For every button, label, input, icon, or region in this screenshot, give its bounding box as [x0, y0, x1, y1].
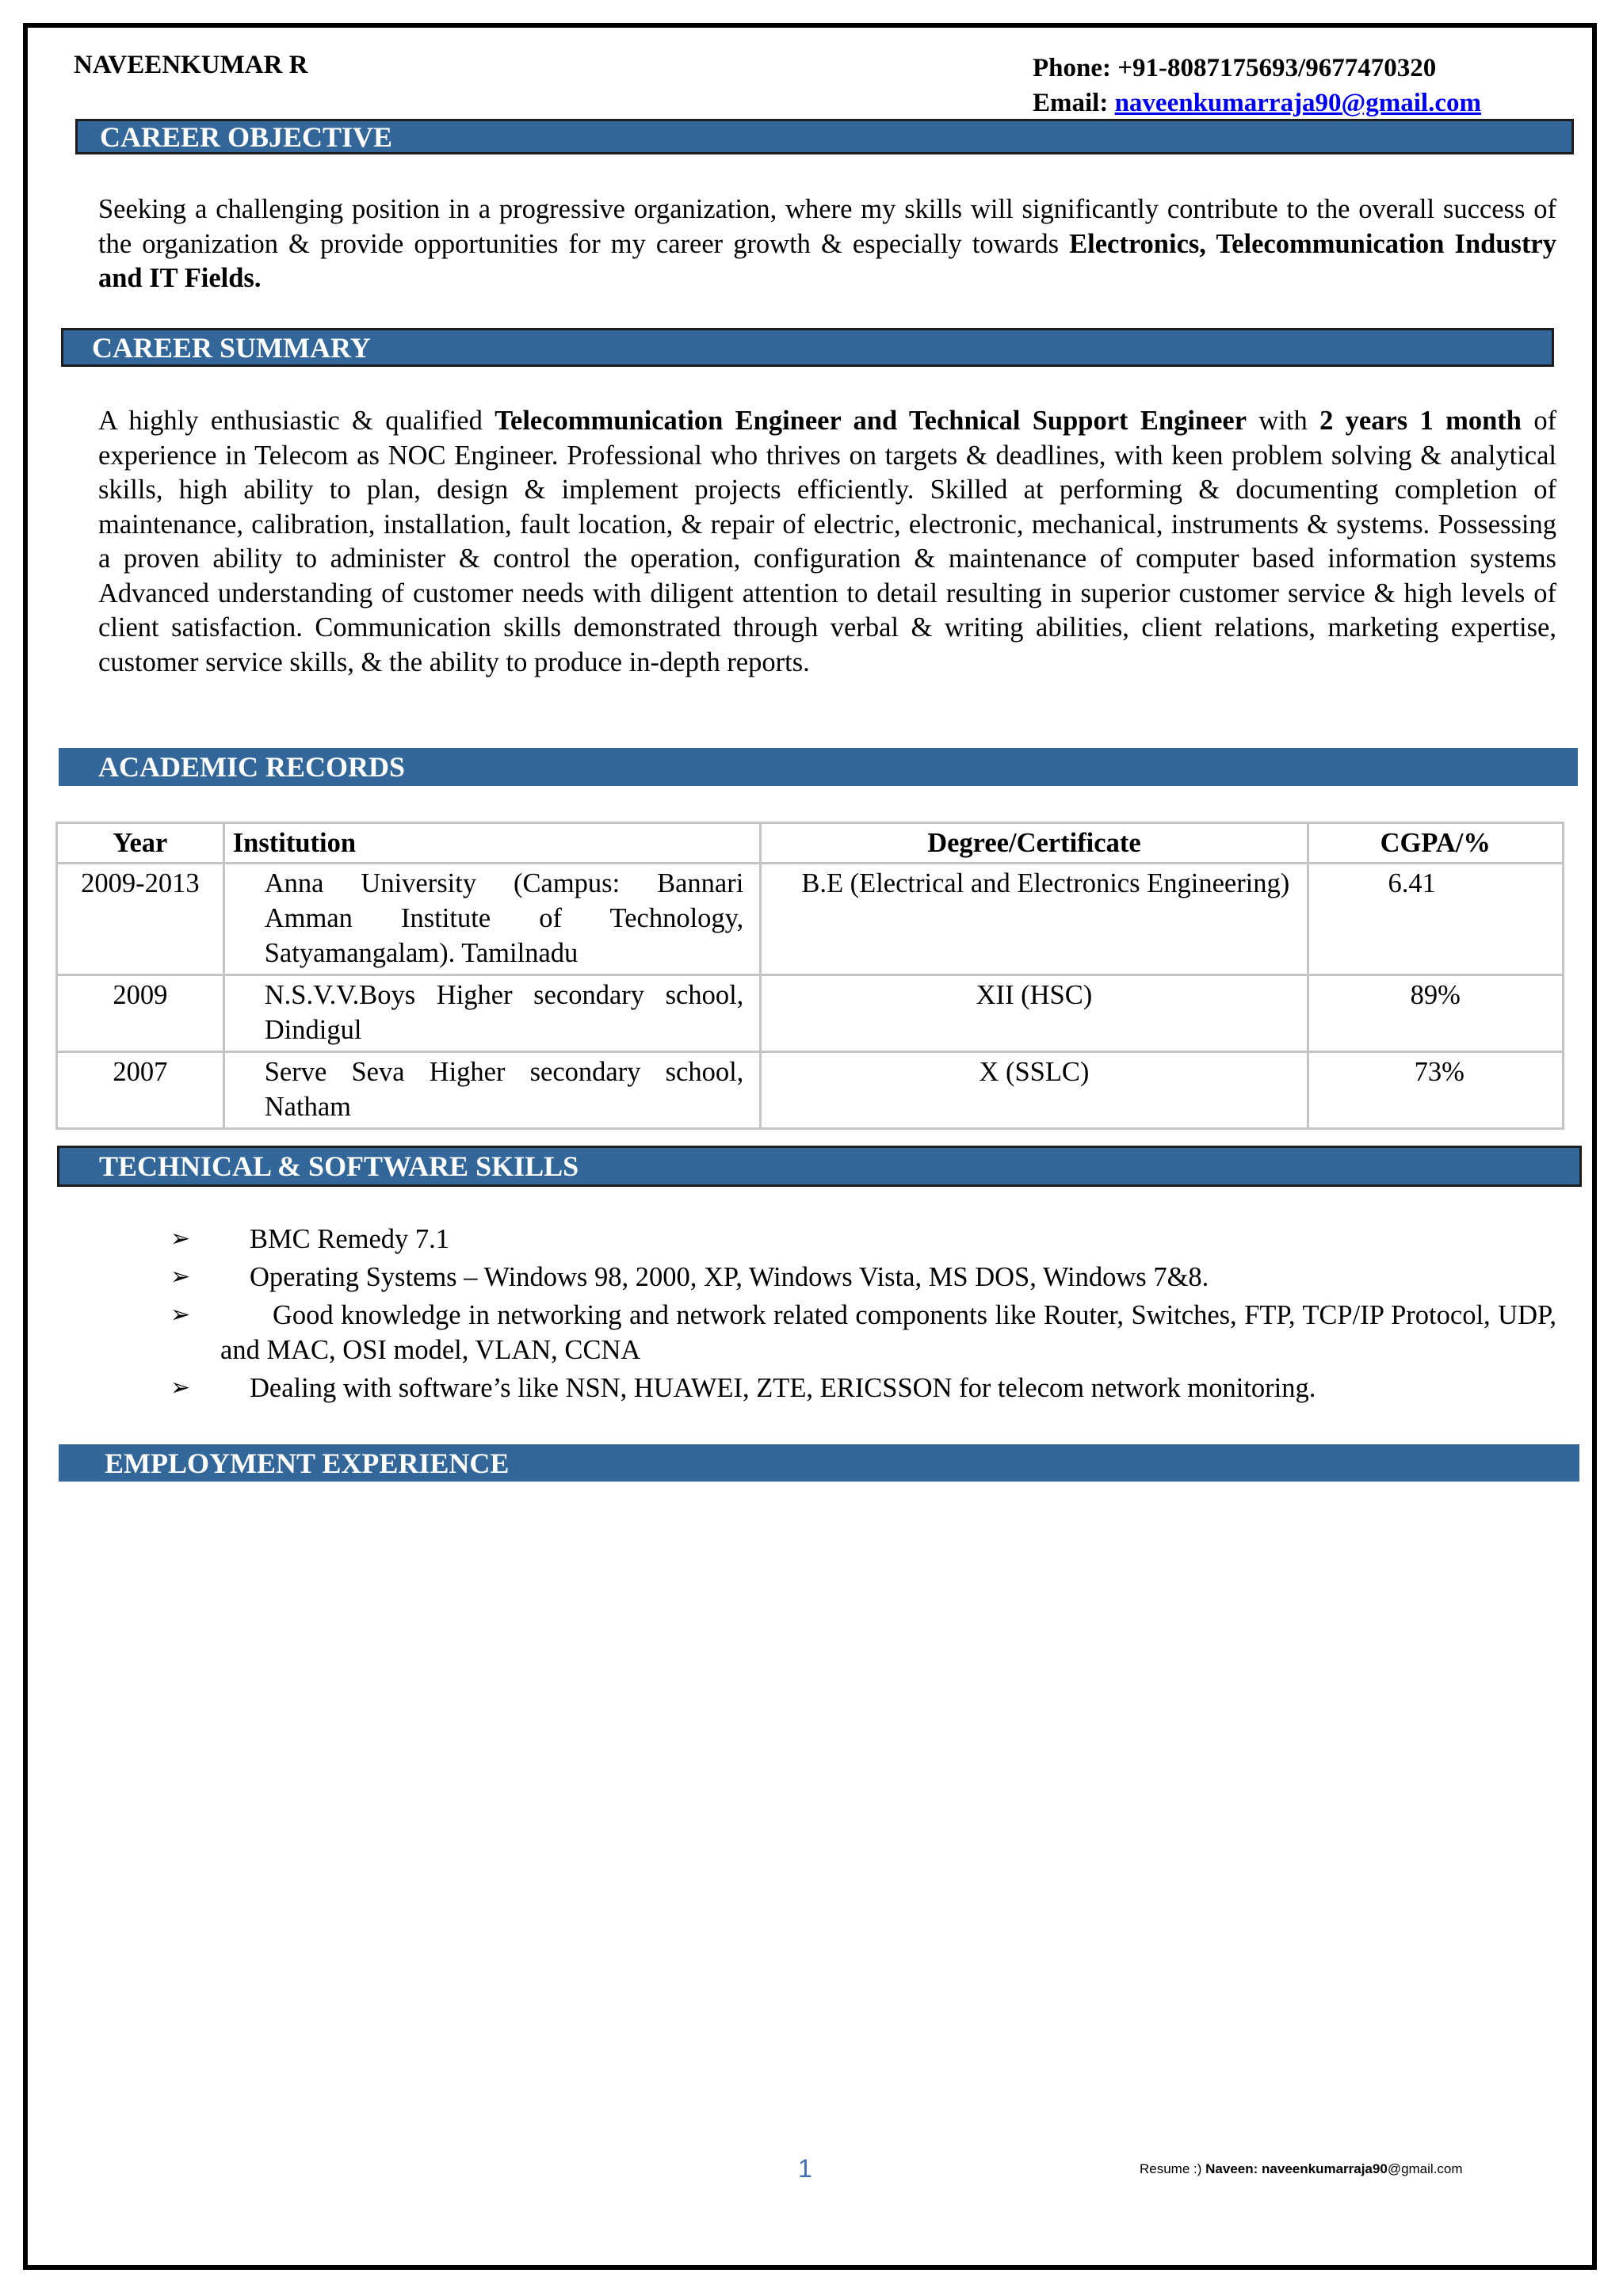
section-academic-records: ACADEMIC RECORDS — [59, 748, 1578, 786]
contact-block — [1033, 51, 1481, 120]
arrow-bullet-icon: ➢ — [170, 1263, 191, 1291]
page-number: 1 — [798, 2154, 812, 2183]
cell-cgpa: 73% — [1308, 1052, 1563, 1129]
skill-text: Operating Systems – Windows 98, 2000, XP, Windows Vista, MS DOS, Windows 7&8. — [250, 1262, 1209, 1292]
candidate-name: NAVEENKUMAR R — [74, 51, 308, 79]
cell-degree: B.E (Electrical and Electronics Engineering) — [761, 864, 1308, 975]
footer-email-user: naveenkumarraja90 — [1262, 2161, 1388, 2176]
email-label: Email: — [1033, 89, 1109, 117]
table-header-row — [57, 823, 1564, 864]
cell-cgpa: 6.41 — [1308, 864, 1563, 975]
email-line — [1033, 86, 1481, 120]
summary-text-2: with — [1258, 406, 1308, 436]
arrow-bullet-icon: ➢ — [170, 1225, 191, 1253]
section-employment-experience: EMPLOYMENT EXPERIENCE — [59, 1444, 1579, 1482]
cell-degree: X (SSLC) — [761, 1052, 1308, 1129]
header-year: Year — [57, 823, 224, 864]
summary-bold-role: Telecommunication Engineer and Technical Support Engineer — [495, 406, 1247, 436]
skill-text: Good knowledge in networking and network related components like Router, Switches, FTP, TCP/IP Protocol, UDP, and MAC, OSI model, VLAN, CCNA — [220, 1300, 1556, 1365]
section-career-summary: CAREER SUMMARY — [61, 328, 1554, 367]
summary-text-1: A highly enthusiastic & qualified — [98, 406, 483, 436]
list-item — [166, 1260, 1556, 1295]
objective-text: Seeking a challenging position in a progressive organization, where my skills will significantly contribute to the overall success of the organization & provide opportunities for my career growth & especially towards — [98, 194, 1556, 259]
skill-text: Dealing with software’s like NSN, HUAWEI, ZTE, ERICSSON for telecom network monitoring. — [250, 1373, 1316, 1403]
skills-list — [166, 1222, 1556, 1409]
list-item — [166, 1298, 1556, 1367]
footer-prefix: Resume :) — [1140, 2161, 1202, 2176]
summary-bold-duration: 2 years 1 month — [1319, 406, 1522, 436]
phone: Phone: +91-8087175693/9677470320 — [1033, 54, 1437, 82]
cell-cgpa: 89% — [1308, 975, 1563, 1052]
cell-institution: Anna University (Campus: Bannari Amman Institute of Technology, Satyamangalam). Tamilnadu — [223, 864, 761, 975]
list-item — [166, 1371, 1556, 1405]
footer-text — [1140, 2161, 1463, 2177]
table-row — [57, 864, 1564, 975]
cell-year: 2009-2013 — [57, 864, 224, 975]
skill-text: BMC Remedy 7.1 — [250, 1224, 450, 1254]
header-cgpa: CGPA/% — [1308, 823, 1563, 864]
section-technical-skills: TECHNICAL & SOFTWARE SKILLS — [57, 1146, 1582, 1187]
footer-email-domain: @gmail.com — [1387, 2161, 1463, 2176]
list-item — [166, 1222, 1556, 1257]
email-link[interactable]: naveenkumarraja90@gmail.com — [1114, 89, 1481, 117]
section-career-objective: CAREER OBJECTIVE — [75, 119, 1574, 154]
academic-table — [55, 822, 1564, 1130]
arrow-bullet-icon: ➢ — [170, 1301, 191, 1329]
header-institution: Institution — [223, 823, 761, 864]
cell-institution: Serve Seva Higher secondary school, Natham — [223, 1052, 761, 1129]
arrow-bullet-icon: ➢ — [170, 1374, 191, 1402]
cell-year: 2007 — [57, 1052, 224, 1129]
objective-paragraph — [98, 193, 1556, 296]
header-degree: Degree/Certificate — [761, 823, 1308, 864]
table-row — [57, 975, 1564, 1052]
footer-name: Naveen: — [1205, 2161, 1258, 2176]
cell-degree: XII (HSC) — [761, 975, 1308, 1052]
table-row — [57, 1052, 1564, 1129]
summary-paragraph — [98, 404, 1556, 680]
cell-institution: N.S.V.V.Boys Higher secondary school, Dindigul — [223, 975, 761, 1052]
objective-bold: Electronics, Telecommunication Industry and IT Fields. — [98, 228, 1556, 293]
cell-year: 2009 — [57, 975, 224, 1052]
summary-text-3: of experience in Telecom as NOC Engineer. Professional who thrives on targets & deadlines, with keen problem solving & analytical skills, high ability to plan, design & implement projects efficiently. Skilled at performing & documenting completion of maintenance, calibration, installation, fault location, & repair of electric, electronic, mechanical, instruments & systems. Possessing a proven ability to administer & control the operation, configuration & maintenance of computer based information systems Advanced understanding of customer needs with diligent attention to detail resulting in superior customer service & high levels of client satisfaction. Communication skills demonstrated through verbal & writing abilities, client relations, marketing expertise, customer service skills, & the ability to produce in-depth reports. — [98, 406, 1557, 677]
